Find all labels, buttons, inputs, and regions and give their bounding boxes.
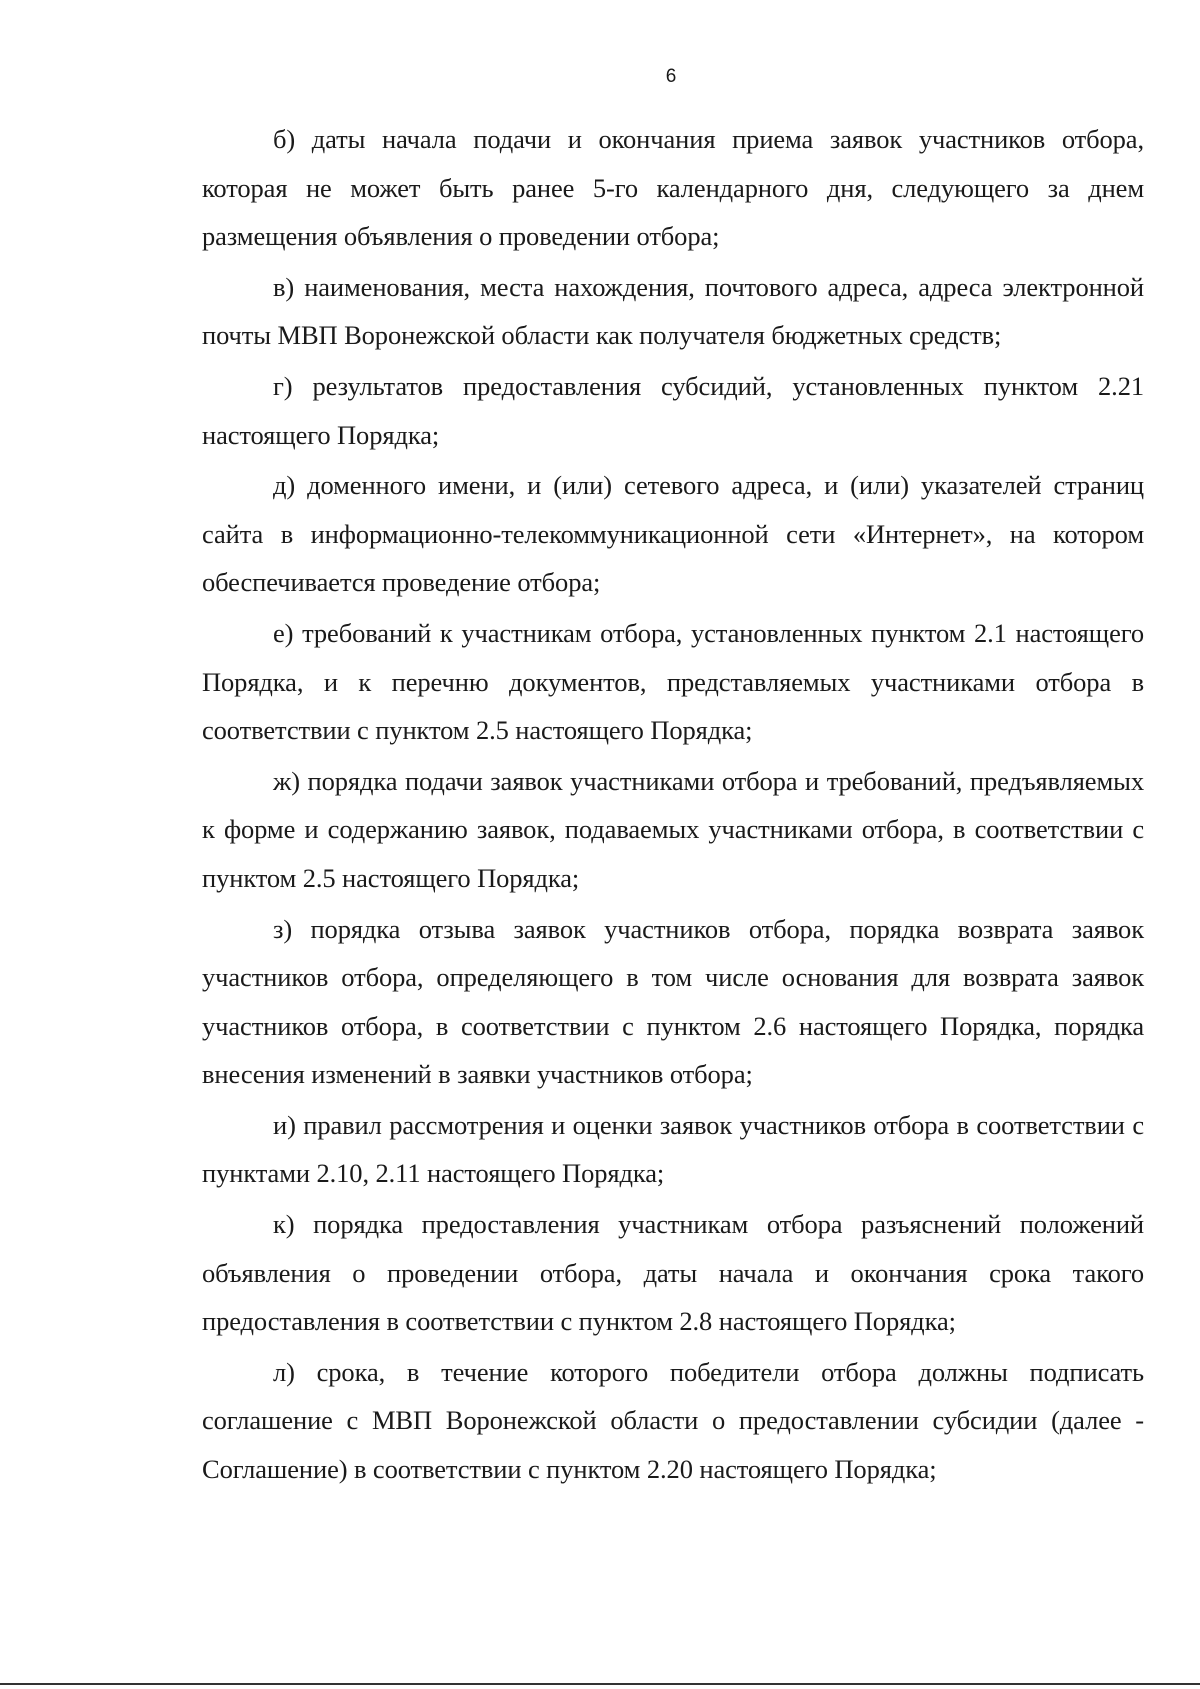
paragraph-e: е) требований к участникам отбора, установленных пунктом 2.1 настоящего Порядка, и к перечню документов, представляемых участниками отбора в соответствии с пунктом 2.5 настоящего Порядка;: [202, 617, 1144, 746]
document-body: [202, 115, 1144, 1496]
paragraph-i: и) правил рассмотрения и оценки заявок участников отбора в соответствии с пунктами 2.10, 2.11 настоящего Порядка;: [202, 1109, 1144, 1189]
paragraph-zh: ж) порядка подачи заявок участниками отбора и требований, предъявляемых к форме и содержанию заявок, подаваемых участниками отбора, в соответствии с пунктом 2.5 настоящего Порядка;: [202, 765, 1144, 893]
page-number: 6: [665, 66, 677, 87]
paragraph-v: в) наименования, места нахождения, почтового адреса, адреса электронной почты МВП Воронежской области как получателя бюджетных средств;: [202, 271, 1144, 351]
paragraph-l: л) срока, в течение которого победители отбора должны подписать соглашение с МВП Воронежской области о предоставлении субсидии (далее - Соглашение) в соответствии с пунктом 2.20 настоящего Порядка;: [202, 1356, 1144, 1485]
paragraph-d: д) доменного имени, и (или) сетевого адреса, и (или) указателей страниц сайта в информационно-телекоммуникационной сети «Интернет», на котором обеспечивается проведение отбора;: [202, 470, 1144, 598]
bottom-rule: [0, 1683, 1200, 1685]
paragraph-b: б) даты начала подачи и окончания приема заявок участников отбора, которая не может быть ранее 5-го календарного дня, следующего за днем размещения объявления о проведении отбора;: [202, 124, 1144, 252]
paragraph-g: г) результатов предоставления субсидий, установленных пунктом 2.21 настоящего Порядка;: [202, 370, 1144, 450]
paragraph-k: к) порядка предоставления участникам отбора разъяснений положений объявления о проведении отбора, даты начала и окончания срока такого предоставления в соответствии с пунктом 2.8 настоящего Порядка;: [202, 1209, 1144, 1337]
paragraph-z: з) порядка отзыва заявок участников отбора, порядка возврата заявок участников отбора, определяющего в том числе основания для возврата заявок участников отбора, в соответствии с пунктом 2.6 настоящего Порядка, порядка внесения изменений в заявки участников отбора;: [202, 913, 1144, 1090]
